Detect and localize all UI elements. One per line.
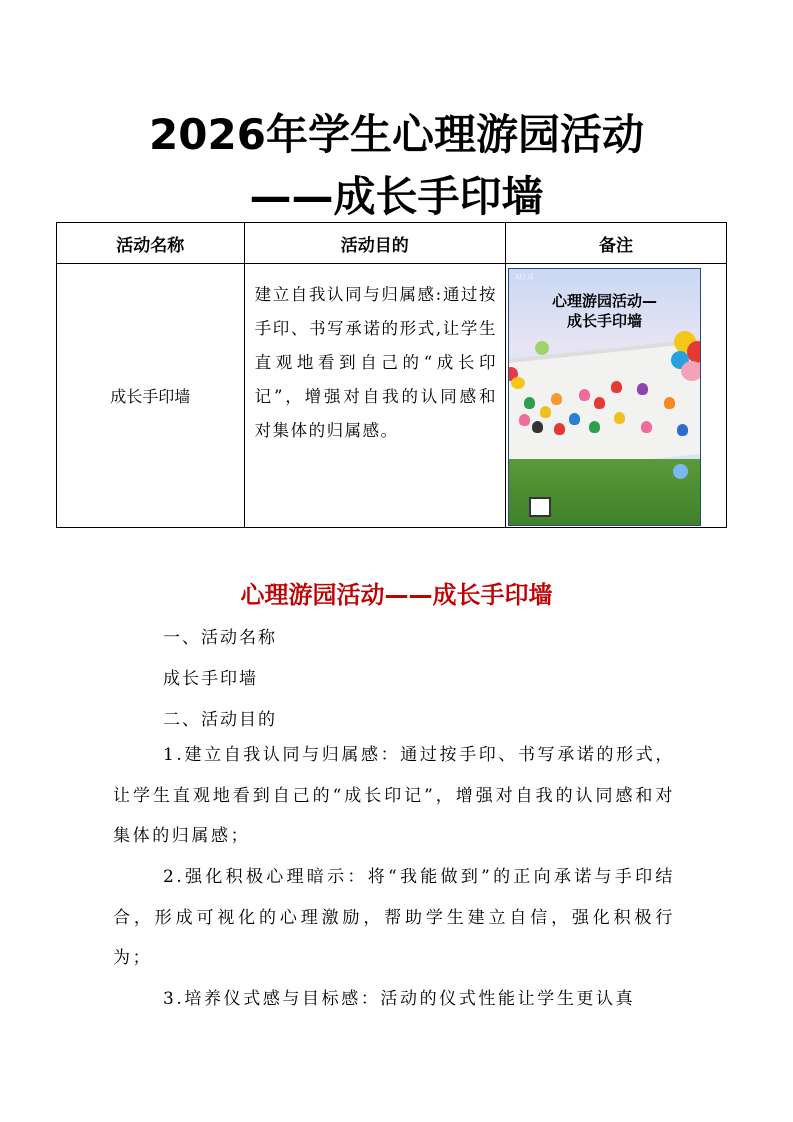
balloon-icon xyxy=(511,377,525,389)
handprint-icon xyxy=(519,414,530,426)
poster-title xyxy=(509,291,700,331)
balloon-icon xyxy=(673,464,688,479)
handprint-icon xyxy=(589,421,600,433)
section-title: 心理游园活动——成长手印墙 xyxy=(240,581,553,609)
handprint-icon xyxy=(532,421,543,433)
handprint-icon xyxy=(554,423,565,435)
handprint-icon xyxy=(579,389,590,401)
handprint-icon xyxy=(551,393,562,405)
handprint-icon xyxy=(594,397,605,409)
poster-title-line2: 成长手印墙 xyxy=(567,312,643,330)
balloon-icon xyxy=(687,341,701,363)
purpose-paragraph-2: 2.强化积极心理暗示：将“我能做到”的正向承诺与手印结合，形成可视化的心理激励，帮助学生建立自信，强化积极行为； xyxy=(113,867,675,968)
poster-title-line1: 心理游园活动— xyxy=(552,292,658,310)
cell-remarks xyxy=(506,264,727,528)
poster-image xyxy=(508,268,701,526)
handprint-icon xyxy=(664,397,675,409)
cell-activity-name: 成长手印墙 xyxy=(57,264,245,528)
handprint-icon xyxy=(540,406,551,418)
handprint-icon xyxy=(637,383,648,395)
heading-activity-purpose: 二、活动目的 xyxy=(163,710,277,730)
header-activity-purpose: 活动目的 xyxy=(244,223,505,264)
ai-badge: AI生成 xyxy=(515,274,534,281)
activity-name-text: 成长手印墙 xyxy=(163,669,258,689)
table-header-row xyxy=(57,223,727,264)
purpose-paragraph-3: 3.培养仪式感与目标感：活动的仪式性能让学生更认真 xyxy=(163,989,636,1009)
balloon-icon xyxy=(535,341,549,355)
document-title-line2: ——成长手印墙 xyxy=(249,172,544,221)
table-row xyxy=(57,264,727,528)
cell-activity-purpose: 建立自我认同与归属感:通过按手印、书写承诺的形式,让学生直观地看到自己的“成长印记”，增强对自我的认同感和对集体的归属感。 xyxy=(244,264,505,528)
document-title-line1: 2026年学生心理游园活动 xyxy=(149,110,644,159)
handprint-icon xyxy=(677,424,688,436)
handprint-icon xyxy=(611,381,622,393)
qr-code-icon xyxy=(529,497,551,517)
handprint-icon xyxy=(569,413,580,425)
handprint-icon xyxy=(614,412,625,424)
header-remarks: 备注 xyxy=(506,223,727,264)
header-activity-name: 活动名称 xyxy=(57,223,245,264)
handprint-icon xyxy=(524,397,535,409)
activity-table xyxy=(56,222,727,528)
heading-activity-name: 一、活动名称 xyxy=(163,628,277,648)
purpose-paragraph-1: 1.建立自我认同与归属感：通过按手印、书写承诺的形式，让学生直观地看到自己的“成长印记”，增强对自我的认同感和对集体的归属感； xyxy=(113,745,675,846)
handprint-icon xyxy=(641,421,652,433)
balloon-icon xyxy=(681,361,701,381)
